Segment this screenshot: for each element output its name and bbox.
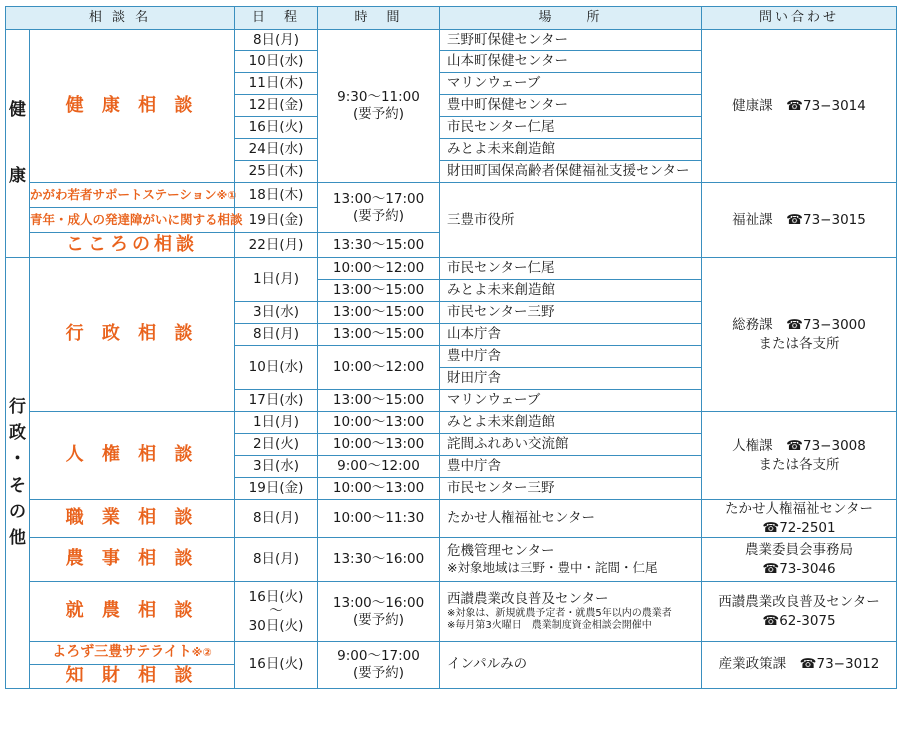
health-date: 16日(火) (235, 117, 318, 139)
employment-time: 10:00〜11:30 (318, 500, 440, 538)
agricultural-place-note: ※対象地域は三野・豊中・詫間・仁尾 (447, 560, 658, 576)
agricultural-consultation-name: 農 事 相 談 (30, 538, 235, 582)
admin-time: 13:00〜15:00 (318, 390, 440, 412)
health-date: 12日(金) (235, 95, 318, 117)
health-date: 25日(木) (235, 161, 318, 183)
agricultural-time: 13:30〜16:00 (318, 538, 440, 582)
ip-date: 16日(火) (235, 642, 318, 689)
welfare-contact: 福祉課 ☎73−3015 (702, 183, 897, 258)
human-rights-time: 10:00〜13:00 (318, 478, 440, 500)
youth-support-station-name: かがわ若者サポートステーション※① (30, 183, 235, 208)
farming-note-2: ※毎月第3火曜日 農業制度資金相談会開催中 (447, 619, 652, 631)
admin-place: 市民センター三野 (440, 302, 702, 324)
mental-health-consultation-name: こころの相談 (30, 233, 235, 258)
admin-date: 10日(水) (235, 346, 318, 390)
youth-support-date: 18日(木) (235, 183, 318, 208)
farming-place: 西讃農業改良普及センター ※対象は、新規就農予定者・就農5年以内の農業者 ※毎月第3火曜日 農業制度資金相談会開催中 (440, 582, 702, 642)
human-rights-date: 3日(水) (235, 456, 318, 478)
admin-time: 13:00〜15:00 (318, 302, 440, 324)
human-rights-time: 10:00〜13:00 (318, 434, 440, 456)
human-rights-place: 詫間ふれあい交流館 (440, 434, 702, 456)
human-rights-date: 1日(月) (235, 412, 318, 434)
employment-date: 8日(月) (235, 500, 318, 538)
human-rights-date: 19日(金) (235, 478, 318, 500)
ip-place: インパルみの (440, 642, 702, 689)
header-time: 時 間 (318, 7, 440, 30)
health-time: 9:30〜11:00 (要予約) (318, 30, 440, 183)
admin-place: 豊中庁舎 (440, 346, 702, 368)
human-rights-time: 9:00〜12:00 (318, 456, 440, 478)
health-place: 豊中町保健センター (440, 95, 702, 117)
footnote-1-mark: ※① (216, 189, 237, 203)
admin-place: みとよ未来創造館 (440, 280, 702, 302)
human-rights-place: 豊中庁舎 (440, 456, 702, 478)
health-place: みとよ未来創造館 (440, 139, 702, 161)
health-consultation-name: 健 康 相 談 (30, 30, 235, 183)
human-rights-time: 10:00〜13:00 (318, 412, 440, 434)
header-name: 相 談 名 (6, 7, 235, 30)
welfare-place: 三豊市役所 (440, 183, 702, 258)
header-contact: 問い合わせ (702, 7, 897, 30)
ip-contact: 産業政策課 ☎73−3012 (702, 642, 897, 689)
health-place: 財田町国保高齢者保健福祉支援センター (440, 161, 702, 183)
human-rights-place: みとよ未来創造館 (440, 412, 702, 434)
admin-time: 13:00〜15:00 (318, 324, 440, 346)
category-admin-other: 行 政 ・ そ の 他 (6, 258, 30, 689)
admin-place: マリンウェーブ (440, 390, 702, 412)
mental-health-date: 22日(月) (235, 233, 318, 258)
admin-date: 3日(水) (235, 302, 318, 324)
yorozu-satellite-name: よろず三豊サテライト※② (30, 642, 235, 665)
health-place: 市民センター仁尾 (440, 117, 702, 139)
admin-time: 10:00〜12:00 (318, 346, 440, 390)
farming-start-consultation-name: 就 農 相 談 (30, 582, 235, 642)
employment-contact: たかせ人権福祉センター ☎72-2501 (702, 500, 897, 538)
human-rights-contact: 人権課 ☎73−3008 または各支所 (702, 412, 897, 500)
health-date: 10日(水) (235, 51, 318, 73)
health-date: 24日(水) (235, 139, 318, 161)
health-place: 三野町保健センター (440, 30, 702, 51)
header-row (6, 7, 897, 30)
human-rights-date: 2日(火) (235, 434, 318, 456)
human-rights-consultation-name: 人 権 相 談 (30, 412, 235, 500)
agricultural-date: 8日(月) (235, 538, 318, 582)
category-health: 健 康 (6, 30, 30, 258)
agricultural-place: 危機管理センター ※対象地域は三野・豊中・詫間・仁尾 (440, 538, 702, 582)
human-rights-place: 市民センター三野 (440, 478, 702, 500)
health-contact: 健康課 ☎73−3014 (702, 30, 897, 183)
admin-time: 10:00〜12:00 (318, 258, 440, 280)
health-date: 11日(木) (235, 73, 318, 95)
header-place: 場 所 (440, 7, 702, 30)
developmental-disability-consultation-name: 青年・成人の発達障がいに関する相談 (30, 208, 235, 233)
intellectual-property-consultation-name: 知 財 相 談 (30, 665, 235, 689)
admin-place: 山本庁舎 (440, 324, 702, 346)
mental-health-time: 13:30〜15:00 (318, 233, 440, 258)
ip-time: 9:00〜17:00 (要予約) (318, 642, 440, 689)
health-date: 8日(月) (235, 30, 318, 51)
admin-contact: 総務課 ☎73−3000 または各支所 (702, 258, 897, 412)
admin-place: 財田庁舎 (440, 368, 702, 390)
footnote-2-mark: ※② (191, 646, 212, 660)
welfare-time: 13:00〜17:00 (要予約) (318, 183, 440, 233)
health-place: マリンウェーブ (440, 73, 702, 95)
farming-note-1: ※対象は、新規就農予定者・就農5年以内の農業者 (447, 607, 672, 619)
admin-time: 13:00〜15:00 (318, 280, 440, 302)
farming-date-range: 16日(火) 〜 30日(火) (235, 582, 318, 642)
farming-contact: 西讃農業改良普及センター ☎62-3075 (702, 582, 897, 642)
consultation-schedule-table (5, 6, 897, 689)
admin-date: 17日(水) (235, 390, 318, 412)
employment-place: たかせ人権福祉センター (440, 500, 702, 538)
health-place: 山本町保健センター (440, 51, 702, 73)
employment-consultation-name: 職 業 相 談 (30, 500, 235, 538)
developmental-date: 19日(金) (235, 208, 318, 233)
administrative-consultation-name: 行 政 相 談 (30, 258, 235, 412)
agricultural-contact: 農業委員会事務局 ☎73-3046 (702, 538, 897, 582)
header-date: 日 程 (235, 7, 318, 30)
admin-date: 1日(月) (235, 258, 318, 302)
farming-time: 13:00〜16:00 (要予約) (318, 582, 440, 642)
admin-date: 8日(月) (235, 324, 318, 346)
admin-place: 市民センター仁尾 (440, 258, 702, 280)
